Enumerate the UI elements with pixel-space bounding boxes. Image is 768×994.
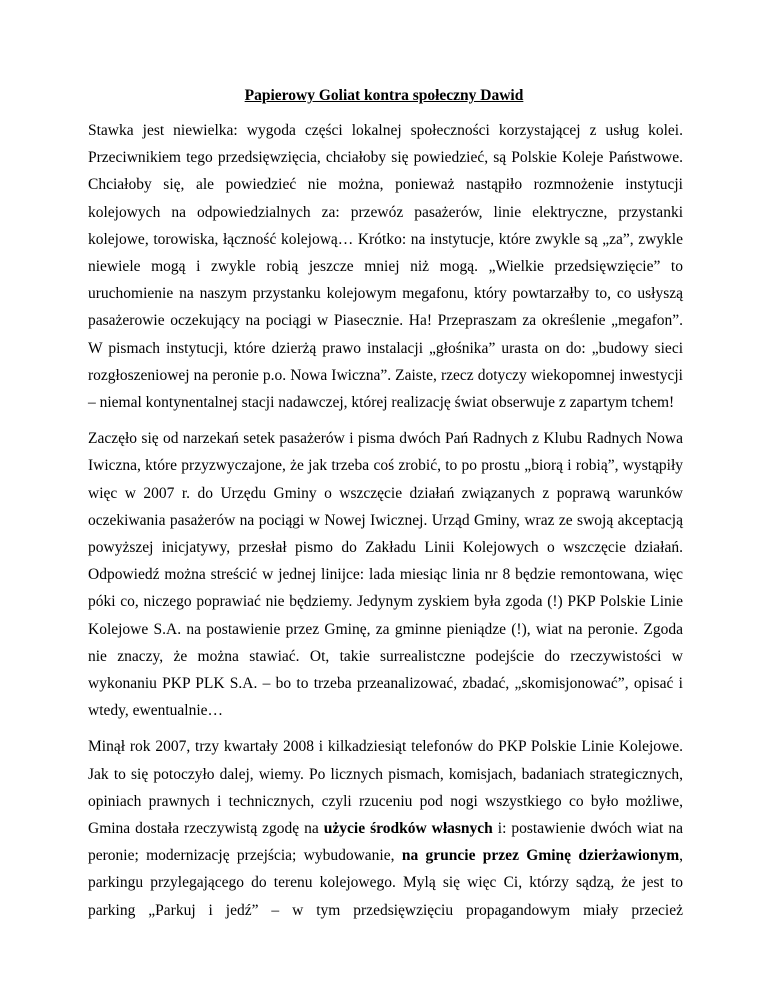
document-title: Papierowy Goliat kontra społeczny Dawid xyxy=(244,87,524,104)
paragraph-3-bold-2: na gruncie przez Gminę dzierżawionym xyxy=(401,847,680,865)
paragraph-3 xyxy=(88,733,683,923)
paragraph-1: Stawka jest niewielka: wygoda części lokalnej społeczności korzystającej z usług kolei. Przeciwnikiem tego przedsięwzięcia, chciałoby się powiedzieć, są Polskie Koleje Państwowe. Chciałoby się, ale powiedzieć nie można, ponieważ nastąpiło rozmnożenie instytucji kolejowych na odpowiedzialnych za: przewóz pasażerów, linie elektryczne, przystanki kolejowe, torowiska, łączność kolejową… Krótko: na instytucje, które zwykle są „za”, zwykle niewiele mogą i zwykle robią jeszcze mniej niż mogą. „Wielkie przedsięwzięcie” to uruchomienie na naszym przystanku kolejowym megafonu, który powtarzałby to, co usłyszą pasażerowie oczekujący na pociągi w Piasecznie. Ha! Przepraszam za określenie „megafon”. W pismach instytucji, które dzierżą prawo instalacji „głośnika” urasta on do: „budowy sieci rozgłoszeniowej na peronie p.o. Nowa Iwiczna”. Zaiste, rzecz dotyczy wiekopomnej inwestycji – niemal kontynentalnej stacji nadawczej, której realizację świat obserwuje z zapartym tchem! xyxy=(88,122,683,412)
paragraph-2: Zaczęło się od narzekań setek pasażerów i pisma dwóch Pań Radnych z Klubu Radnych Nowa Iwiczna, które przyzwyczajone, że jak trzeba coś zrobić, to po prostu „biorą i robią”, wystąpiły więc w 2007 r. do Urzędu Gminy o wszczęcie działań związanych z poprawą warunków oczekiwania pasażerów na pociągi w Nowej Iwicznej. Urząd Gminy, wraz ze swoją akceptacją powyższej inicjatywy, przesłał pismo do Zakładu Linii Kolejowych o wszczęcie działań. Odpowiedź można streścić w jednej linijce: lada miesiąc linia nr 8 będzie remontowana, więc póki co, niczego poprawiać nie będziemy. Jedynym zyskiem była zgoda (!) PKP Polskie Linie Kolejowe S.A. na postawienie przez Gminę, za gminne pieniądze (!), wiat na peronie. Zgoda nie znaczy, że można stawiać. Ot, takie surrealistczne podejście do rzeczywistości w wykonaniu PKP PLK S.A. – bo to trzeba przeanalizować, zbadać, „skomisjonować”, opisać i wtedy, ewentualnie… xyxy=(88,430,683,720)
paragraph-3-text-2: i: postawienie dwóch wiat na peronie; modernizację przejścia; wybudowanie, xyxy=(88,820,683,865)
paragraph-3-text-1: Minął rok 2007, trzy kwartały 2008 i kilkadziesiąt telefonów do PKP Polskie Linie Kolejowe. Jak to się potoczyło dalej, wiemy. Po licznych pismach, komisjach, badaniach strategicznych, opiniach prawnych i technicznych, czyli rzuceniu pod nogi wszystkiego co było możliwe, Gmina dostała rzeczywistą zgodę na xyxy=(88,738,683,838)
paragraph-3-bold-1: użycie środków własnych xyxy=(323,820,493,838)
document-body xyxy=(88,117,683,933)
paragraph-3-text-3: , parkingu przylegającego do terenu kolejowego. Mylą się więc Ci, którzy sądzą, że jest to parking „Parkuj i jedź” – w tym przedsięwzięciu propagandowym miały przecież xyxy=(88,847,683,919)
